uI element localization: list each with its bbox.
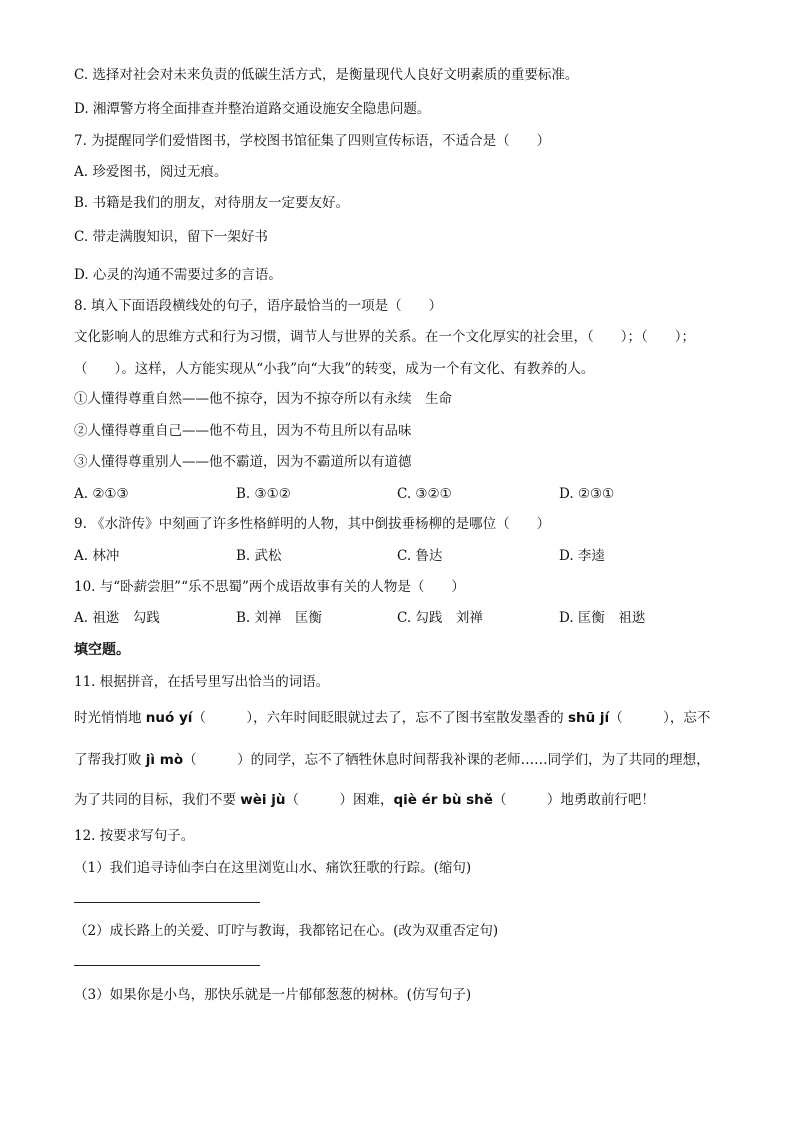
q8-passage-line-2: （ ）。这样，人方能实现从“小我”向“大我”的转变，成为一个有文化、有教养的人。 <box>74 361 595 377</box>
answer-line-2[interactable] <box>74 965 260 966</box>
q7-stem: 7. 为提醒同学们爱惜图书，学校图书馆征集了四则宣传标语，不适合是（ ） <box>74 133 551 149</box>
pinyin-nuoyi: nuó yí <box>145 710 193 726</box>
q7-option-a: A. 珍爱图书，阅过无痕。 <box>74 164 228 180</box>
q7-option-c: C. 带走满腹知识，留下一架好书 <box>74 229 268 245</box>
q8-sentence-2: ②人懂得尊重自己——他不苟且，因为不苟且所以有品味 <box>74 423 412 439</box>
q8-option-a: A. ②①③ <box>74 486 129 502</box>
q11-paragraph-line-2 <box>74 751 710 769</box>
q10-option-a: A. 祖逖 勾践 <box>74 610 160 626</box>
q11-text: （ ）的同学，忘不了牺牲休息时间帮我补课的老师……同学们，为了共同的理想， <box>183 752 710 768</box>
pinyin-qieerbushe: qiè ér bù shě <box>393 792 493 808</box>
q8-option-d: D. ②③① <box>559 486 615 502</box>
q9-option-d: D. 李逵 <box>559 548 605 564</box>
q7-option-b: B. 书籍是我们的朋友，对待朋友一定要友好。 <box>74 195 350 211</box>
q10-option-d: D. 匡衡 祖逖 <box>559 610 646 626</box>
q11-text: 为了共同的目标，我们不要 <box>74 792 241 808</box>
q8-stem: 8. 填入下面语段横线处的句子，语序最恰当的一项是（ ） <box>74 298 443 314</box>
q11-text: （ ）困难， <box>285 792 394 808</box>
q10-stem: 10. 与“卧薪尝胆”“乐不思蜀”两个成语故事有关的人物是（ ） <box>74 579 465 595</box>
section-title: 填空题。 <box>74 642 130 658</box>
q11-paragraph-line-1 <box>74 709 710 727</box>
q11-paragraph-line-3 <box>74 791 655 809</box>
pinyin-jimo: jì mò <box>145 752 184 768</box>
pinyin-weiju: wèi jù <box>240 792 286 808</box>
q6-option-c: C. 选择对社会对未来负责的低碳生活方式，是衡量现代人良好文明素质的重要标准。 <box>74 67 579 83</box>
q12-item-1: （1）我们追寻诗仙李白在这里浏览山水、痛饮狂歌的行踪。(缩句) <box>74 860 472 876</box>
q8-sentence-1: ①人懂得尊重自然——他不掠夺，因为不掠夺所以有永续 生命 <box>74 391 452 407</box>
q6-option-d: D. 湘潭警方将全面排查并整治道路交通设施安全隐患问题。 <box>74 101 431 117</box>
q11-text: 时光悄悄地 <box>74 710 146 726</box>
answer-line-1[interactable] <box>74 902 260 903</box>
q8-option-c: C. ③②① <box>397 486 452 502</box>
q12-item-2: （2）成长路上的关爱、叮咛与教诲，我都铭记在心。(改为双重否定句) <box>74 923 499 939</box>
q9-option-a: A. 林冲 <box>74 548 120 564</box>
q11-text: （ ），六年时间眨眼就过去了，忘不了图书室散发墨香的 <box>192 710 568 726</box>
q12-item-3: （3）如果你是小鸟，那快乐就是一片郁郁葱葱的树林。(仿写句子) <box>74 987 472 1003</box>
q11-stem: 11. 根据拼音，在括号里写出恰当的词语。 <box>74 674 330 690</box>
q10-option-c: C. 勾践 刘禅 <box>397 610 483 626</box>
pinyin-shuji: shū jí <box>567 710 610 726</box>
q11-text: （ ）地勇敢前行吧！ <box>492 792 655 808</box>
q10-option-b: B. 刘禅 匡衡 <box>236 610 323 626</box>
q8-sentence-3: ③人懂得尊重别人——他不霸道，因为不霸道所以有道德 <box>74 454 412 470</box>
q9-stem: 9. 《水浒传》中刻画了许多性格鲜明的人物，其中倒拔垂杨柳的是哪位（ ） <box>74 516 551 532</box>
q12-stem: 12. 按要求写句子。 <box>74 828 195 844</box>
q9-option-b: B. 武松 <box>236 548 282 564</box>
q9-option-c: C. 鲁达 <box>397 548 443 564</box>
q11-text: （ ），忘不 <box>609 710 711 726</box>
q8-passage-line-1: 文化影响人的思维方式和行为习惯，调节人与世界的关系。在一个文化厚实的社会里，（ ）；（ ）； <box>74 329 695 345</box>
q8-option-b: B. ③①② <box>236 486 291 502</box>
q11-text: 了帮我打败 <box>74 752 146 768</box>
q7-option-d: D. 心灵的沟通不需要过多的言语。 <box>74 267 282 283</box>
